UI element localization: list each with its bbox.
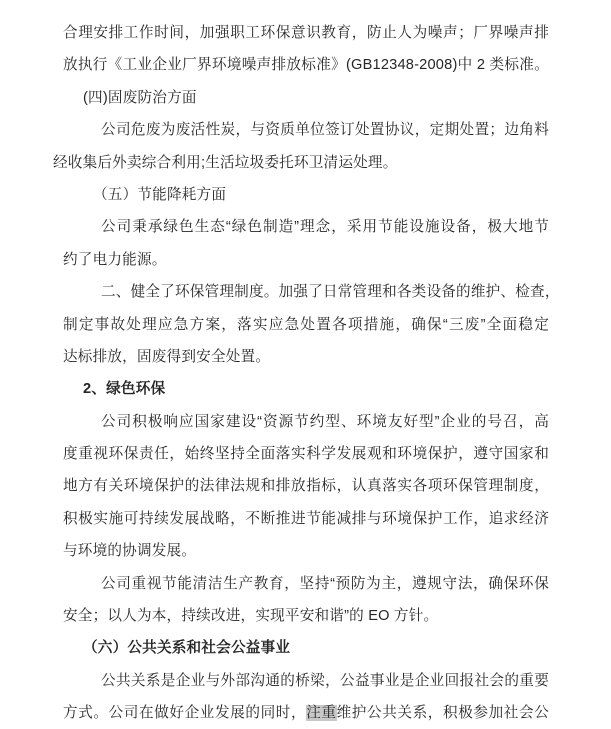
text-line: 公司积极响应国家建设“资源节约型、环境友好型”企业的号召，高	[101, 413, 549, 430]
text-segment: 方式。公司在做好企业发展的同时，	[63, 705, 307, 722]
text-line: 合理安排工作时间，加强职工环保意识教育，防止人为噪声；厂界噪声排	[63, 25, 549, 41]
text-line: 二、健全了环保管理制度。加强了日常管理和各类设备的维护、检查，	[101, 284, 560, 301]
text-line: 积极实施可持续发展战略，不断推进节能减排与环境保护工作，追求经济	[63, 510, 549, 527]
text-line	[63, 697, 549, 729]
section-heading-energy-saving: （五）节能降耗方面	[93, 186, 227, 203]
section-heading-solid-waste: (四)固废防治方面	[83, 89, 197, 106]
text-line: 公司重视节能清洁生产教育，坚持“预防为主，遵规守法，确保环保	[101, 575, 549, 592]
section-heading-public-welfare: （六）公共关系和社会公益事业	[83, 640, 291, 657]
text-line: 达标排放，固废得到安全处置。	[63, 348, 271, 365]
highlighted-text: 注重	[306, 705, 337, 722]
text-line: 度重视环保责任，始终坚持全面落实科学发展观和环境保护，遵守国家和	[63, 446, 549, 463]
text-line: 约了电力能源。	[63, 251, 167, 268]
text-line: 地方有关环境保护的法律法规和排放指标，认真落实各项环保管理制度，	[63, 478, 549, 495]
text-line: 公共关系是企业与外部沟通的桥梁，公益事业是企业回报社会的重要	[101, 672, 549, 689]
text-line: 公司危废为废活性炭，与资质单位签订处置协议，定期处置；边角料	[101, 122, 549, 139]
text-segment: 维护公共关系，积极参加社会公	[336, 705, 549, 722]
text-line: 安全；以人为本，持续改进，实现平安和谐”的 EO 方针。	[63, 608, 439, 625]
text-line: 经收集后外卖综合利用;生活垃圾委托环卫清运处理。	[53, 154, 398, 171]
section-heading-green-environment: 2、绿色环保	[83, 381, 166, 398]
text-line: 放执行《工业企业厂界环境噪声排放标准》(GB12348-2008)中 2 类标准。	[63, 57, 549, 74]
text-line: 制定事故处理应急方案，落实应急处置各项措施，确保“三废”全面稳定	[63, 316, 549, 333]
text-line: 与环境的协调发展。	[63, 543, 197, 560]
text-line: 公司秉承绿色生态“绿色制造”理念，采用节能设施设备，极大地节	[101, 219, 549, 236]
